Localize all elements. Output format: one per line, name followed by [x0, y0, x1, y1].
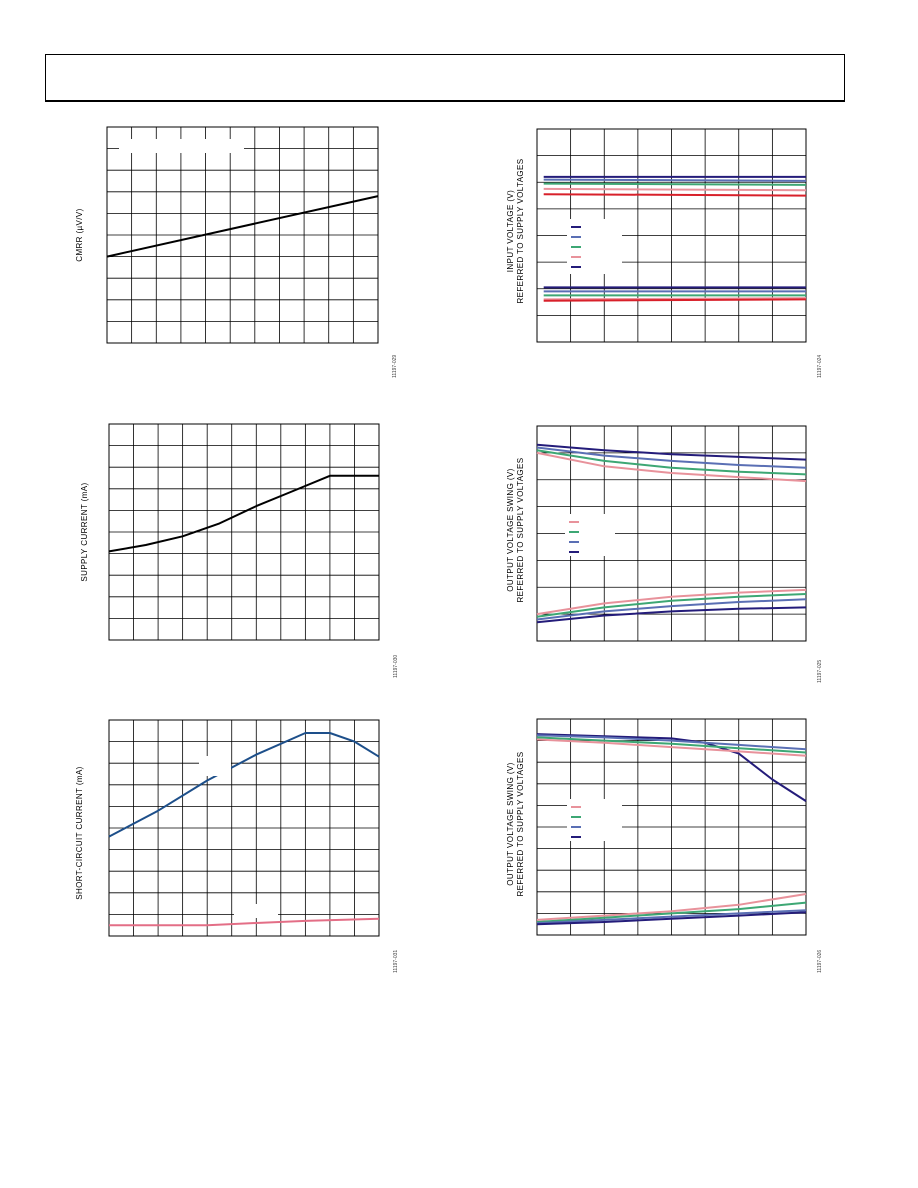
annotation-area-0: [119, 139, 244, 153]
supply-current-chart-code: 11197-030: [393, 654, 399, 678]
series-line-0: [107, 196, 378, 257]
annotation-area-0: [565, 514, 615, 556]
series-line-4: [544, 194, 806, 195]
series-line-3: [544, 189, 806, 190]
output-swing-chart-1: [537, 426, 806, 641]
cmrr-chart-code: 11197-029: [392, 354, 398, 378]
supply-current-chart: [109, 424, 379, 640]
series-line-9: [544, 299, 806, 300]
input-voltage-chart: [537, 129, 806, 342]
supply-current-chart-ylabel: SUPPLY CURRENT (mA): [80, 482, 89, 582]
annotation-area-0: [567, 799, 622, 841]
annotation-area-1: [234, 904, 278, 918]
short-circuit-chart: [109, 720, 379, 936]
series-line-1: [544, 180, 806, 181]
input-voltage-chart-code: 11197-024: [817, 354, 823, 378]
page-header-box: [45, 54, 845, 102]
series-line-1: [109, 919, 379, 926]
short-circuit-chart-code: 11197-031: [393, 949, 399, 973]
short-circuit-chart-ylabel: SHORT-CIRCUIT CURRENT (mA): [75, 766, 84, 900]
input-voltage-chart-ylabel: INPUT VOLTAGE (V) REFERRED TO SUPPLY VOLTAGES: [506, 158, 525, 304]
cmrr-chart-ylabel: CMRR (µV/V): [75, 208, 84, 262]
series-line-2: [544, 184, 806, 185]
output-swing-chart-2-code: 11197-026: [817, 949, 823, 973]
output-swing-chart-1-code: 11197-025: [817, 659, 823, 683]
output-swing-chart-1-ylabel: OUTPUT VOLTAGE SWING (V) REFERRED TO SUPPLY VOLTAGES: [506, 457, 525, 603]
output-swing-chart-2: [537, 719, 806, 935]
cmrr-chart: [107, 127, 378, 343]
annotation-area-0: [199, 756, 231, 776]
output-swing-chart-2-ylabel: OUTPUT VOLTAGE SWING (V) REFERRED TO SUPPLY VOLTAGES: [506, 751, 525, 897]
series-line-0: [109, 476, 379, 552]
